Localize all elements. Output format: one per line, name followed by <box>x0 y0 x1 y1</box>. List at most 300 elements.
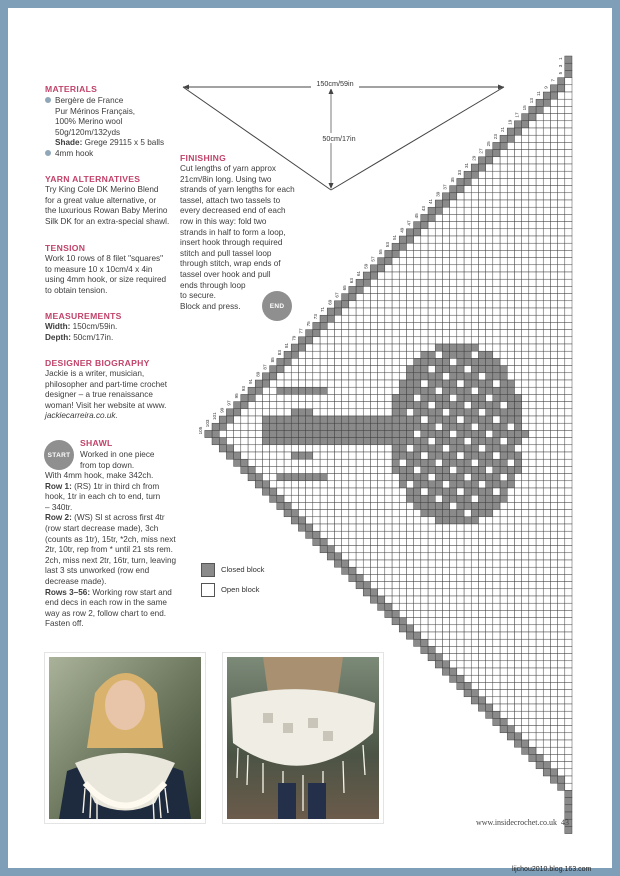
chart-cell <box>514 373 521 380</box>
chart-cell <box>550 546 557 553</box>
end-badge: END <box>262 291 292 321</box>
chart-cell <box>399 301 406 308</box>
chart-cell <box>306 517 313 524</box>
chart-cell <box>327 466 334 473</box>
chart-cell <box>493 279 500 286</box>
chart-cell <box>507 135 514 142</box>
chart-cell <box>370 423 377 430</box>
chart-cell <box>565 546 572 553</box>
chart-cell <box>514 243 521 250</box>
chart-cell <box>450 445 457 452</box>
chart-cell <box>471 474 478 481</box>
chart-cell <box>442 603 449 610</box>
chart-cell <box>421 344 428 351</box>
chart-cell <box>284 445 291 452</box>
row-number: 13 <box>529 98 534 104</box>
chart-cell <box>421 366 428 373</box>
chart-cell <box>399 510 406 517</box>
chart-cell <box>550 171 557 178</box>
chart-cell <box>291 380 298 387</box>
chart-cell <box>399 438 406 445</box>
chart-cell <box>464 502 471 509</box>
chart-cell <box>450 646 457 653</box>
chart-cell <box>399 531 406 538</box>
chart-cell <box>399 553 406 560</box>
chart-cell <box>327 430 334 437</box>
chart-cell <box>363 380 370 387</box>
chart-cell <box>421 229 428 236</box>
chart-cell <box>464 272 471 279</box>
chart-cell <box>529 718 536 725</box>
chart-cell <box>342 474 349 481</box>
chart-cell <box>370 416 377 423</box>
chart-cell <box>464 661 471 668</box>
chart-cell <box>565 524 572 531</box>
chart-cell <box>550 344 557 351</box>
chart-cell <box>550 474 557 481</box>
chart-cell <box>428 610 435 617</box>
chart-cell <box>478 265 485 272</box>
chart-cell <box>421 402 428 409</box>
chart-cell <box>464 373 471 380</box>
chart-cell <box>471 337 478 344</box>
chart-cell <box>428 279 435 286</box>
chart-cell <box>414 560 421 567</box>
chart-cell <box>457 445 464 452</box>
chart-cell <box>385 337 392 344</box>
chart-cell <box>385 466 392 473</box>
chart-cell <box>529 481 536 488</box>
chart-cell <box>514 445 521 452</box>
chart-cell <box>536 646 543 653</box>
chart-cell <box>457 560 464 567</box>
chart-cell <box>406 466 413 473</box>
chart-cell <box>486 711 493 718</box>
chart-cell <box>522 366 529 373</box>
chart-cell <box>313 337 320 344</box>
chart-cell <box>486 243 493 250</box>
chart-cell <box>478 337 485 344</box>
shawl-instructions <box>45 471 176 630</box>
chart-cell <box>471 272 478 279</box>
row-number: 43 <box>421 206 426 212</box>
chart-cell <box>486 394 493 401</box>
chart-cell <box>529 459 536 466</box>
chart-cell <box>500 639 507 646</box>
row-number: 91 <box>248 378 254 384</box>
chart-cell <box>543 517 550 524</box>
chart-cell <box>464 337 471 344</box>
chart-cell <box>522 380 529 387</box>
chart-cell <box>565 308 572 315</box>
chart-cell <box>277 452 284 459</box>
chart-cell <box>558 582 565 589</box>
chart-cell <box>507 286 514 293</box>
chart-cell <box>406 474 413 481</box>
chart-cell <box>536 193 543 200</box>
chart-cell <box>543 430 550 437</box>
chart-cell <box>471 330 478 337</box>
chart-cell <box>500 661 507 668</box>
chart-cell <box>536 330 543 337</box>
chart-cell <box>529 402 536 409</box>
chart-cell <box>558 560 565 567</box>
chart-cell <box>363 574 370 581</box>
chart-cell <box>486 351 493 358</box>
chart-cell <box>370 502 377 509</box>
chart-cell <box>565 265 572 272</box>
chart-cell <box>522 625 529 632</box>
chart-cell <box>457 186 464 193</box>
chart-cell <box>442 654 449 661</box>
chart-cell <box>457 322 464 329</box>
chart-cell <box>550 214 557 221</box>
chart-cell <box>399 567 406 574</box>
chart-cell <box>543 121 550 128</box>
chart-cell <box>536 740 543 747</box>
chart-cell <box>522 531 529 538</box>
chart-cell <box>291 402 298 409</box>
chart-cell <box>342 366 349 373</box>
chart-cell <box>442 474 449 481</box>
chart-cell <box>565 402 572 409</box>
chart-cell <box>464 222 471 229</box>
chart-cell <box>428 488 435 495</box>
chart-cell <box>493 517 500 524</box>
chart-cell <box>507 214 514 221</box>
chart-cell <box>442 236 449 243</box>
chart-cell <box>406 452 413 459</box>
chart-cell <box>349 286 356 293</box>
chart-cell <box>536 121 543 128</box>
chart-cell <box>543 279 550 286</box>
chart-cell <box>471 697 478 704</box>
chart-cell <box>392 337 399 344</box>
chart-cell <box>298 337 305 344</box>
chart-cell <box>255 481 262 488</box>
chart-cell <box>399 243 406 250</box>
chart-cell <box>500 286 507 293</box>
chart-cell <box>500 596 507 603</box>
chart-cell <box>522 279 529 286</box>
chart-cell <box>457 272 464 279</box>
chart-cell <box>500 344 507 351</box>
chart-cell <box>370 596 377 603</box>
width-label: Width: <box>45 322 71 331</box>
chart-cell <box>500 214 507 221</box>
chart-cell <box>486 214 493 221</box>
chart-cell <box>435 423 442 430</box>
chart-cell <box>471 322 478 329</box>
chart-cell <box>320 452 327 459</box>
row-number: 19 <box>507 119 513 125</box>
chart-cell <box>522 596 529 603</box>
chart-cell <box>478 668 485 675</box>
chart-cell <box>507 661 514 668</box>
chart-cell <box>478 697 485 704</box>
chart-cell <box>543 164 550 171</box>
chart-cell <box>327 546 334 553</box>
chart-cell <box>550 747 557 754</box>
chart-cell <box>536 474 543 481</box>
chart-cell <box>558 272 565 279</box>
chart-cell <box>313 438 320 445</box>
chart-cell <box>298 416 305 423</box>
chart-cell <box>522 423 529 430</box>
chart-cell <box>514 646 521 653</box>
chart-cell <box>234 416 241 423</box>
chart-cell <box>277 416 284 423</box>
chart-cell <box>363 589 370 596</box>
chart-cell <box>450 351 457 358</box>
chart-cell <box>334 402 341 409</box>
chart-cell <box>507 603 514 610</box>
chart-cell <box>522 272 529 279</box>
chart-cell <box>457 402 464 409</box>
text-line: 2ch, miss next 2tr, 16tr, turn, leaving <box>45 555 177 565</box>
chart-cell <box>500 186 507 193</box>
chart-cell <box>536 150 543 157</box>
chart-cell <box>450 531 457 538</box>
chart-cell <box>522 135 529 142</box>
chart-cell <box>514 128 521 135</box>
chart-cell <box>270 380 277 387</box>
chart-cell <box>363 488 370 495</box>
chart-cell <box>514 265 521 272</box>
chart-cell <box>464 193 471 200</box>
chart-cell <box>442 207 449 214</box>
chart-cell <box>428 553 435 560</box>
chart-cell <box>514 697 521 704</box>
chart-cell <box>500 675 507 682</box>
chart-cell <box>478 502 485 509</box>
chart-cell <box>270 402 277 409</box>
chart-cell <box>334 366 341 373</box>
chart-cell <box>298 409 305 416</box>
chart-cell <box>385 589 392 596</box>
chart-cell <box>558 711 565 718</box>
chart-cell <box>493 675 500 682</box>
chart-cell <box>529 344 536 351</box>
chart-cell <box>363 510 370 517</box>
chart-cell <box>543 726 550 733</box>
row-number: 3 <box>557 64 563 68</box>
chart-cell <box>392 553 399 560</box>
chart-cell <box>500 171 507 178</box>
chart-cell <box>558 92 565 99</box>
chart-cell <box>284 423 291 430</box>
website-link[interactable]: jackiecarreira.co.uk. <box>45 411 118 421</box>
chart-cell <box>349 517 356 524</box>
chart-cell <box>435 553 442 560</box>
chart-cell <box>414 582 421 589</box>
chart-cell <box>558 668 565 675</box>
chart-cell <box>450 452 457 459</box>
chart-cell <box>500 373 507 380</box>
chart-cell <box>442 632 449 639</box>
chart-cell <box>558 459 565 466</box>
chart-cell <box>565 718 572 725</box>
chart-cell <box>536 358 543 365</box>
chart-cell <box>522 121 529 128</box>
chart-cell <box>500 416 507 423</box>
chart-cell <box>327 510 334 517</box>
chart-cell <box>255 466 262 473</box>
chart-cell <box>392 258 399 265</box>
chart-cell <box>363 294 370 301</box>
chart-cell <box>457 675 464 682</box>
chart-cell <box>370 351 377 358</box>
chart-cell <box>313 510 320 517</box>
chart-cell <box>363 466 370 473</box>
chart-cell <box>370 524 377 531</box>
chart-cell <box>478 524 485 531</box>
chart-cell <box>550 776 557 783</box>
chart-cell <box>435 330 442 337</box>
chart-cell <box>536 243 543 250</box>
chart-cell <box>435 510 442 517</box>
chart-cell <box>435 229 442 236</box>
chart-cell <box>507 596 514 603</box>
chart-cell <box>493 416 500 423</box>
chart-cell <box>493 387 500 394</box>
chart-cell <box>457 366 464 373</box>
chart-cell <box>565 294 572 301</box>
chart-cell <box>363 322 370 329</box>
chart-cell <box>435 315 442 322</box>
chart-cell <box>500 366 507 373</box>
chart-cell <box>500 567 507 574</box>
chart-cell <box>442 510 449 517</box>
chart-cell <box>550 157 557 164</box>
chart-cell <box>457 625 464 632</box>
chart-cell <box>363 438 370 445</box>
chart-cell <box>486 258 493 265</box>
text-line: 21cm/8in long. Using two <box>180 174 272 184</box>
chart-cell <box>514 171 521 178</box>
chart-cell <box>370 445 377 452</box>
chart-cell <box>370 574 377 581</box>
tension-heading: TENSION <box>45 243 86 253</box>
chart-cell <box>450 546 457 553</box>
text-line: Fasten off. <box>45 619 84 629</box>
chart-cell <box>565 654 572 661</box>
footer-url[interactable]: www.insidecrochet.co.uk <box>476 818 558 827</box>
chart-cell <box>356 517 363 524</box>
chart-cell <box>529 560 536 567</box>
chart-cell <box>536 308 543 315</box>
chart-cell <box>428 250 435 257</box>
chart-cell <box>399 430 406 437</box>
chart-cell <box>313 538 320 545</box>
chart-cell <box>399 589 406 596</box>
chart-cell <box>493 531 500 538</box>
chart-cell <box>558 193 565 200</box>
chart-cell <box>543 294 550 301</box>
chart-cell <box>270 373 277 380</box>
chart-cell <box>536 207 543 214</box>
chart-cell <box>421 337 428 344</box>
chart-cell <box>435 351 442 358</box>
chart-cell <box>464 258 471 265</box>
chart-cell <box>565 250 572 257</box>
chart-cell <box>529 258 536 265</box>
chart-cell <box>478 596 485 603</box>
chart-cell <box>464 366 471 373</box>
chart-cell <box>450 574 457 581</box>
chart-cell <box>385 553 392 560</box>
chart-cell <box>399 373 406 380</box>
chart-cell <box>450 618 457 625</box>
chart-cell <box>327 531 334 538</box>
chart-cell <box>464 466 471 473</box>
chart-cell <box>478 243 485 250</box>
chart-cell <box>399 459 406 466</box>
chart-cell <box>522 618 529 625</box>
chart-cell <box>522 128 529 135</box>
chart-cell <box>349 438 356 445</box>
chart-cell <box>471 517 478 524</box>
chart-cell <box>327 538 334 545</box>
chart-cell <box>320 488 327 495</box>
chart-cell <box>378 286 385 293</box>
chart-cell <box>234 452 241 459</box>
chart-cell <box>442 466 449 473</box>
chart-cell <box>406 380 413 387</box>
chart-cell <box>421 574 428 581</box>
chart-cell <box>435 207 442 214</box>
chart-cell <box>522 157 529 164</box>
chart-cell <box>378 423 385 430</box>
chart-cell <box>385 366 392 373</box>
materials-heading: MATERIALS <box>45 84 98 94</box>
chart-cell <box>457 668 464 675</box>
chart-cell <box>500 380 507 387</box>
chart-cell <box>414 632 421 639</box>
chart-cell <box>529 207 536 214</box>
chart-cell <box>558 142 565 149</box>
start-badge: START <box>44 440 74 470</box>
chart-cell <box>399 351 406 358</box>
chart-cell <box>536 416 543 423</box>
chart-cell <box>342 315 349 322</box>
chart-cell <box>529 106 536 113</box>
chart-cell <box>500 265 507 272</box>
chart-cell <box>486 186 493 193</box>
row-number: 47 <box>406 220 412 226</box>
chart-cell <box>428 430 435 437</box>
chart-cell <box>378 567 385 574</box>
chart-cell <box>356 344 363 351</box>
chart-cell <box>270 474 277 481</box>
chart-cell <box>543 495 550 502</box>
chart-cell <box>435 438 442 445</box>
chart-cell <box>363 286 370 293</box>
chart-cell <box>522 538 529 545</box>
chart-cell <box>428 546 435 553</box>
chart-cell <box>550 654 557 661</box>
chart-cell <box>306 452 313 459</box>
chart-cell <box>558 229 565 236</box>
chart-cell <box>406 495 413 502</box>
chart-cell <box>313 416 320 423</box>
chart-cell <box>270 481 277 488</box>
chart-cell <box>450 481 457 488</box>
chart-cell <box>550 236 557 243</box>
chart-cell <box>550 243 557 250</box>
chart-cell <box>363 409 370 416</box>
chart-cell <box>342 459 349 466</box>
